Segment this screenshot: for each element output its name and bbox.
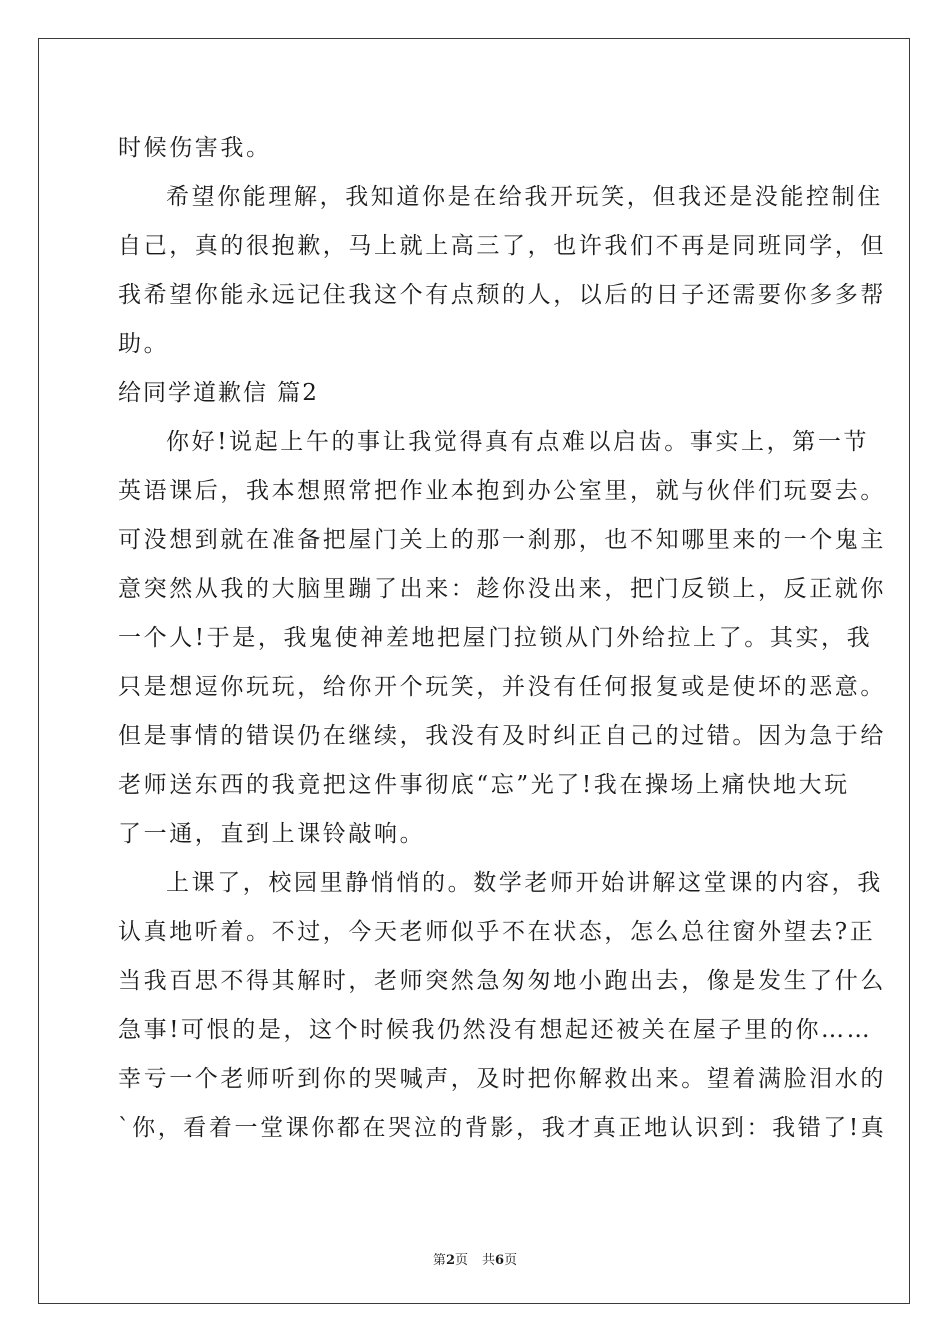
document-body (118, 124, 887, 1153)
text-line: 时候伤害我。 (118, 135, 272, 161)
text-line: 助。 (118, 331, 170, 357)
text-line: 老师送东西的我竟把这件事彻底“忘”光了!我在操场上痛快地大玩 (118, 772, 850, 798)
page-footer (0, 1249, 950, 1268)
text-line: 意突然从我的大脑里蹦了出来：趁你没出来，把门反锁上，反正就你 (118, 576, 886, 602)
paragraph-start-line: 你好!说起上午的事让我觉得真有点难以启齿。事实上，第一节 (166, 429, 870, 455)
paragraph-start-line: 希望你能理解，我知道你是在给我开玩笑，但我还是没能控制住 (166, 184, 883, 210)
text-line: 但是事情的错误仍在继续，我没有及时纠正自己的过错。因为急于给 (118, 723, 886, 749)
text-line: `你，看着一堂课你都在哭泣的背影，我才真正地认识到：我错了!真 (118, 1115, 887, 1141)
current-page-number: 2 (445, 1253, 455, 1268)
page-label-prefix: 第 (432, 1253, 446, 1268)
text-line: 幸亏一个老师听到你的哭喊声，及时把你解救出来。望着满脸泪水的 (118, 1066, 886, 1092)
text-line: 英语课后，我本想照常把作业本抱到办公室里，就与伙伴们玩耍去。 (118, 478, 886, 504)
text-line: 自己，真的很抱歉，马上就上高三了，也许我们不再是同班同学，但 (118, 233, 886, 259)
total-page-number: 6 (495, 1253, 505, 1268)
total-label-suffix: 页 (504, 1253, 518, 1268)
total-label-prefix: 共 (482, 1253, 496, 1268)
text-line: 一个人!于是，我鬼使神差地把屋门拉锁从门外给拉上了。其实，我 (118, 625, 873, 651)
text-line: 我希望你能永远记住我这个有点颓的人，以后的日子还需要你多多帮 (118, 282, 886, 308)
section-heading: 给同学道歉信 篇2 (118, 380, 319, 406)
text-line: 急事!可恨的是，这个时候我仍然没有想起还被关在屋子里的你…… (118, 1017, 873, 1043)
text-line: 了一通，直到上课铃敲响。 (118, 821, 426, 847)
text-line: 只是想逗你玩玩，给你开个玩笑，并没有任何报复或是使坏的恶意。 (118, 674, 886, 700)
page-label-suffix: 页 (454, 1253, 468, 1268)
text-line: 当我百思不得其解时，老师突然急匆匆地小跑出去，像是发生了什么 (118, 968, 886, 994)
text-line: 认真地听着。不过，今天老师似乎不在状态，怎么总往窗外望去?正 (118, 919, 876, 945)
paragraph-start-line: 上课了，校园里静悄悄的。数学老师开始讲解这堂课的内容，我 (166, 870, 883, 896)
text-line: 可没想到就在准备把屋门关上的那一刹那，也不知哪里来的一个鬼主 (118, 527, 886, 553)
